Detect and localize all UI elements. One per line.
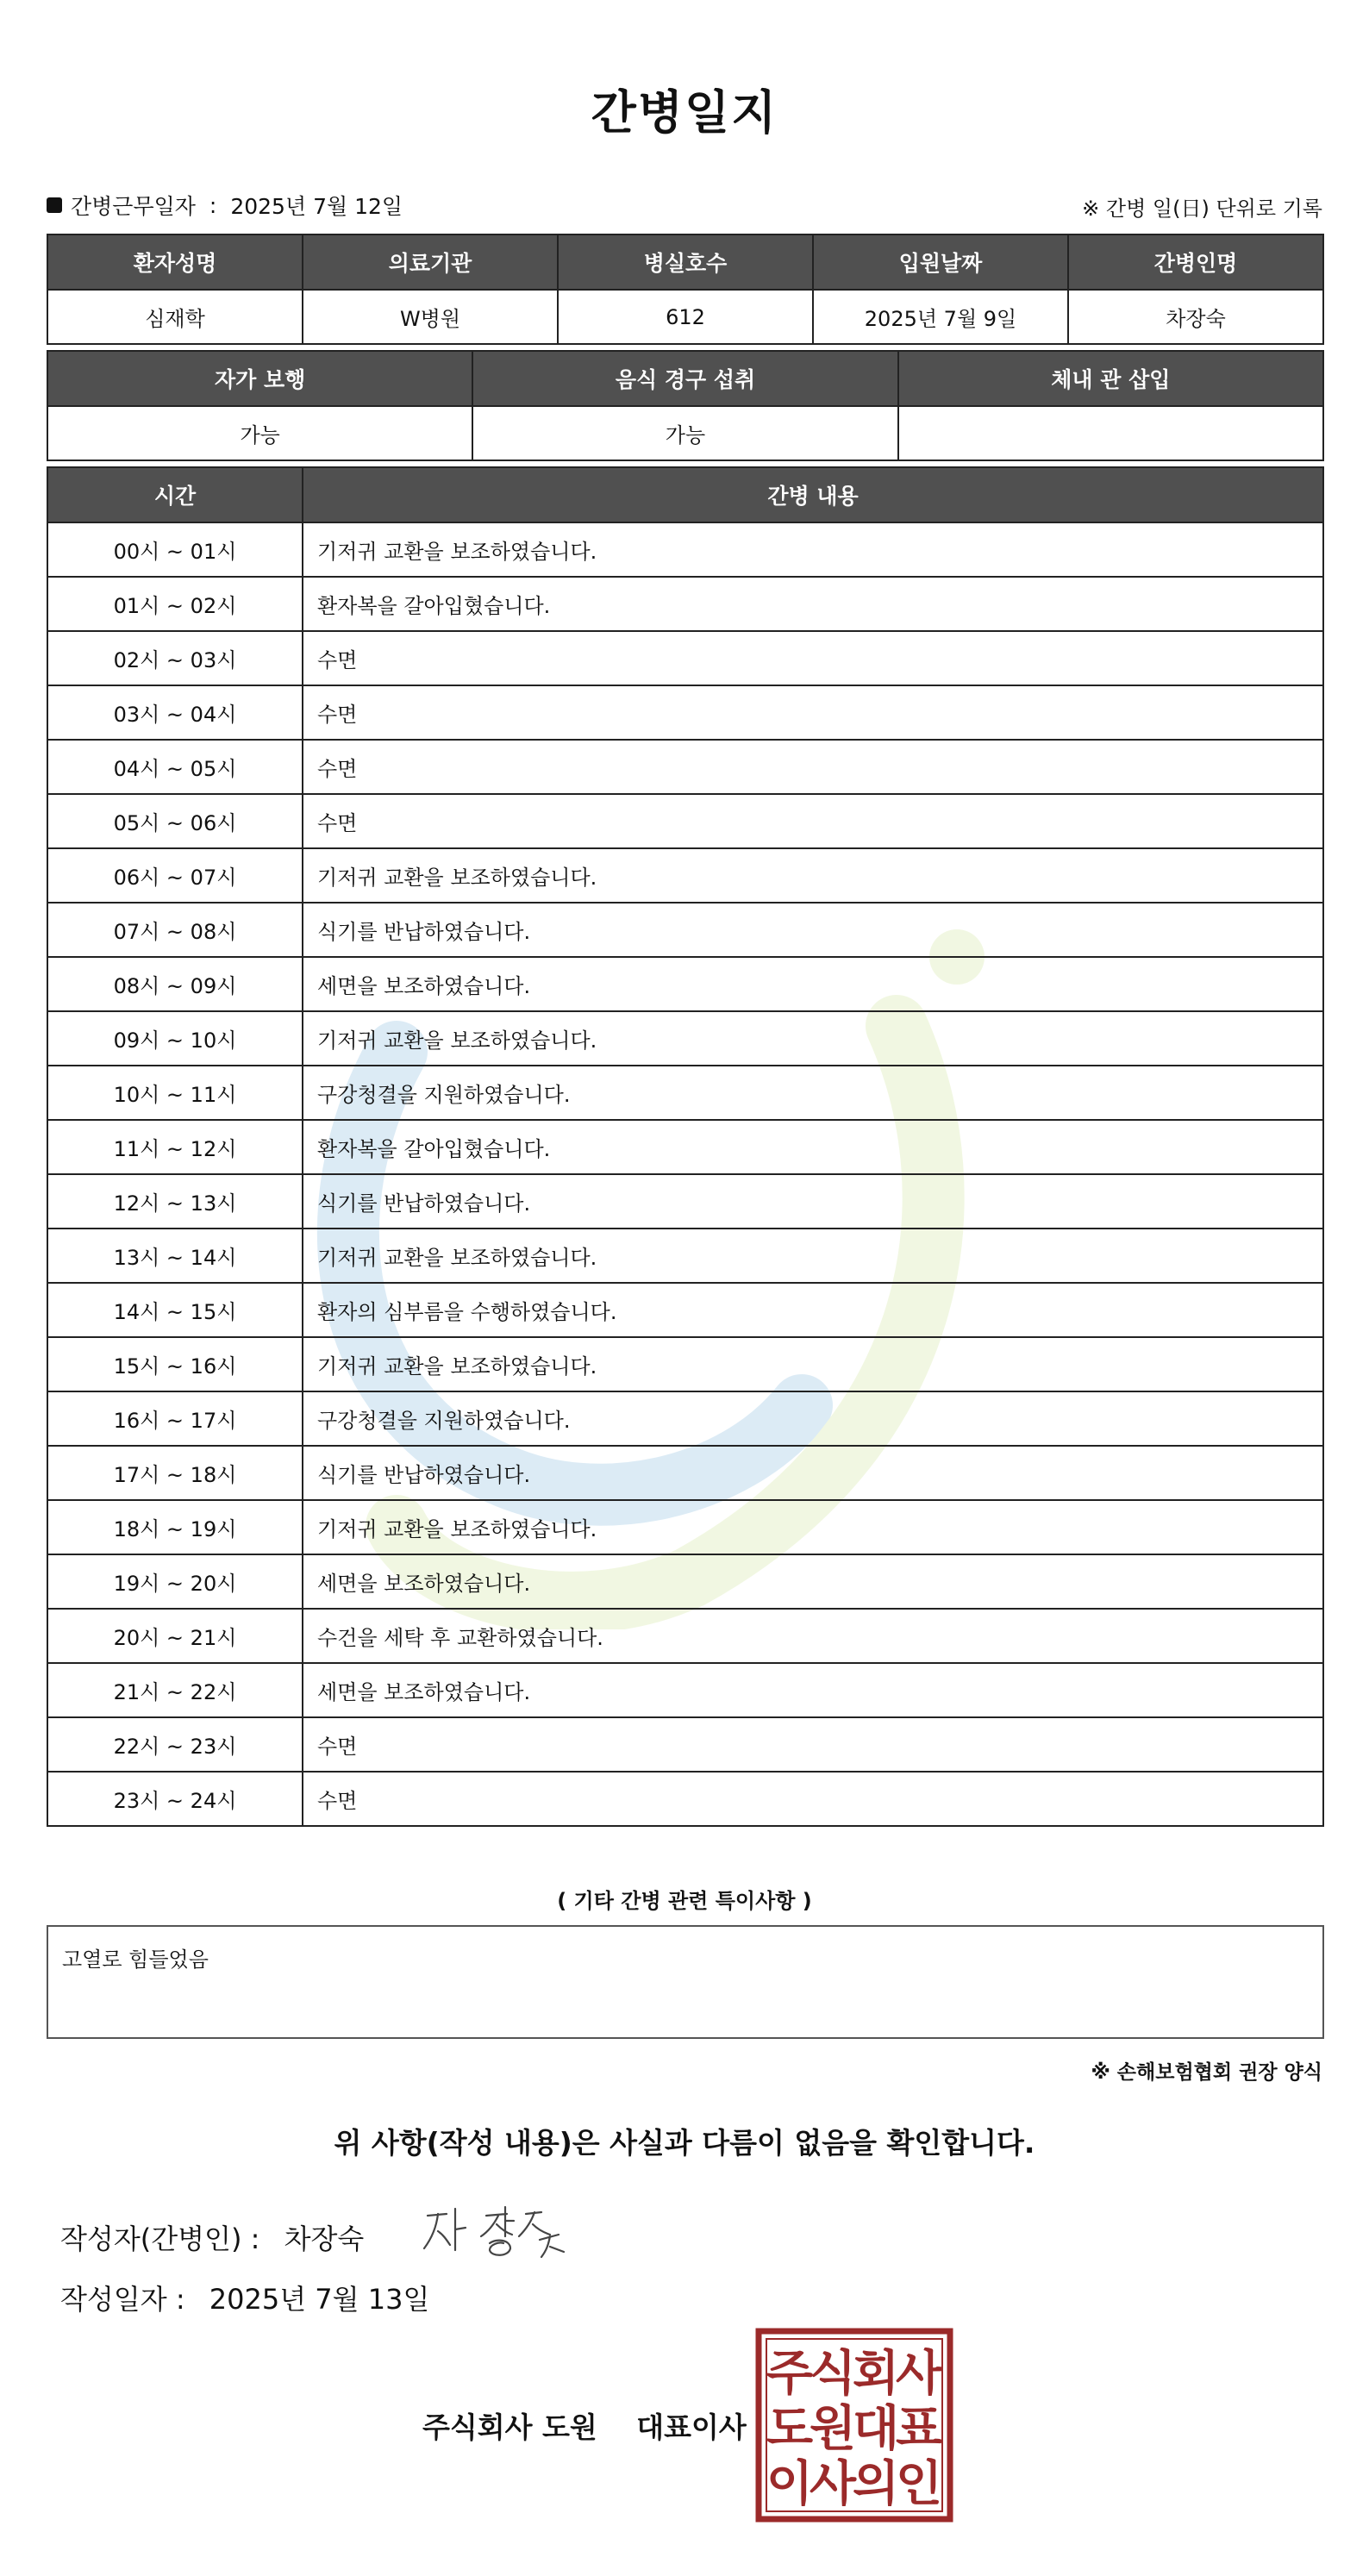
care-log-header-row: [47, 467, 1323, 522]
form-note: ※ 손해보험협회 권장 양식: [1091, 2061, 1322, 2084]
log-content: 환자의 심부름을 수행하였습니다.: [303, 1283, 1323, 1337]
header-time: 시간: [47, 467, 303, 522]
log-content: 구강청결을 지원하였습니다.: [303, 1066, 1323, 1120]
table-row: [47, 794, 1323, 848]
table-row: [47, 1066, 1323, 1120]
table-row: [47, 1772, 1323, 1826]
bullet-square-icon: [47, 197, 62, 213]
table-row: [47, 1174, 1323, 1229]
company-title: 대표이사: [636, 2410, 747, 2444]
log-time: 18시 ~ 19시: [47, 1500, 303, 1554]
log-content: 세면을 보조하였습니다.: [303, 1554, 1323, 1609]
seal-character: 의: [852, 2456, 900, 2512]
table-row: [47, 1337, 1323, 1391]
table-row: [47, 577, 1323, 631]
work-date-label: 간병근무일자: [71, 194, 196, 219]
company-name: 주식회사 도원: [422, 2410, 597, 2444]
log-time: 21시 ~ 22시: [47, 1663, 303, 1717]
log-time: 19시 ~ 20시: [47, 1554, 303, 1609]
table-row: [47, 1500, 1323, 1554]
patient-status-header-row: [47, 351, 1323, 406]
log-content: 기저귀 교환을 보조하였습니다.: [303, 1229, 1323, 1283]
write-date-line: [60, 2278, 429, 2317]
seal-character: 주: [766, 2346, 814, 2402]
log-content: 환자복을 갈아입혔습니다.: [303, 577, 1323, 631]
seal-character: 이: [766, 2456, 814, 2512]
log-content: 수면: [303, 685, 1323, 740]
log-content: 기저귀 교환을 보조하였습니다.: [303, 1337, 1323, 1391]
log-time: 03시 ~ 04시: [47, 685, 303, 740]
header-self-walking: 자가 보행: [47, 351, 472, 406]
admission-date: 2025년 7월 9일: [813, 290, 1068, 344]
table-row: [47, 1229, 1323, 1283]
table-row: [47, 957, 1323, 1011]
confirmation-statement: 위 사항(작성 내용)은 사실과 다름이 없음을 확인합니다.: [334, 2126, 1035, 2160]
header-patient-name: 환자성명: [47, 234, 303, 290]
header-oral-intake: 음식 경구 섭취: [472, 351, 897, 406]
log-content: 수건을 세탁 후 교환하였습니다.: [303, 1609, 1323, 1663]
table-row: [47, 903, 1323, 957]
log-time: 05시 ~ 06시: [47, 794, 303, 848]
log-time: 15시 ~ 16시: [47, 1337, 303, 1391]
patient-status-value-row: [47, 406, 1323, 460]
log-content: 기저귀 교환을 보조하였습니다.: [303, 848, 1323, 903]
log-content: 세면을 보조하였습니다.: [303, 1663, 1323, 1717]
patient-name: 심재학: [47, 290, 303, 344]
patient-info-table: [47, 234, 1324, 345]
log-content: 수면: [303, 1772, 1323, 1826]
log-time: 07시 ~ 08시: [47, 903, 303, 957]
log-content: 식기를 반납하였습니다.: [303, 903, 1323, 957]
table-row: [47, 1446, 1323, 1500]
care-log-body: [47, 522, 1323, 1826]
log-time: 12시 ~ 13시: [47, 1174, 303, 1229]
notes-box: [47, 1925, 1324, 2039]
table-row: [47, 848, 1323, 903]
seal-character: 사: [895, 2346, 943, 2402]
log-content: 기저귀 교환을 보조하였습니다.: [303, 1500, 1323, 1554]
writer-label: 작성자(간병인) :: [60, 2223, 260, 2255]
log-time: 16시 ~ 17시: [47, 1391, 303, 1446]
seal-character: 회: [852, 2346, 900, 2402]
log-content: 세면을 보조하였습니다.: [303, 957, 1323, 1011]
care-log-table: [47, 466, 1324, 1827]
log-time: 22시 ~ 23시: [47, 1717, 303, 1772]
log-content: 수면: [303, 1717, 1323, 1772]
write-date-label: 작성일자 :: [60, 2283, 185, 2316]
seal-character: 원: [809, 2401, 857, 2457]
log-content: 환자복을 갈아입혔습니다.: [303, 1120, 1323, 1174]
oral-intake-value: 가능: [472, 406, 897, 460]
log-time: 06시 ~ 07시: [47, 848, 303, 903]
table-row: [47, 522, 1323, 577]
header-care-content: 간병 내용: [303, 467, 1323, 522]
company-line: [422, 2405, 747, 2446]
writer-line: [60, 2217, 364, 2257]
seal-character: 사: [809, 2456, 857, 2512]
seal-character: 도: [766, 2401, 814, 2457]
table-row: [47, 1283, 1323, 1337]
patient-info-header-row: [47, 234, 1323, 290]
notes-heading: ( 기타 간병 관련 특이사항 ): [557, 1889, 812, 1913]
handwritten-signature: [421, 2197, 584, 2266]
header-hospital: 의료기관: [303, 234, 558, 290]
header-tube-insertion: 체내 관 삽입: [898, 351, 1323, 406]
seal-characters: [766, 2346, 943, 2512]
patient-info-value-row: [47, 290, 1323, 344]
header-admission-date: 입원날짜: [813, 234, 1068, 290]
table-row: [47, 685, 1323, 740]
patient-status-table: [47, 350, 1324, 461]
notes-text: 고열로 힘들었음: [62, 1948, 209, 1972]
room-number: 612: [558, 290, 813, 344]
self-walking-value: 가능: [47, 406, 472, 460]
log-time: 09시 ~ 10시: [47, 1011, 303, 1066]
caregiver-name: 차장숙: [1068, 290, 1323, 344]
table-row: [47, 1120, 1323, 1174]
tube-insertion-value: [898, 406, 1323, 460]
table-row: [47, 1609, 1323, 1663]
write-date-value: 2025년 7월 13일: [209, 2283, 430, 2316]
log-time: 11시 ~ 12시: [47, 1120, 303, 1174]
writer-name: 차장숙: [284, 2223, 365, 2255]
log-time: 13시 ~ 14시: [47, 1229, 303, 1283]
log-content: 수면: [303, 794, 1323, 848]
seal-character: 식: [809, 2346, 857, 2402]
hospital-name: W병원: [303, 290, 558, 344]
seal-character: 대: [852, 2401, 900, 2457]
log-content: 수면: [303, 631, 1323, 685]
log-time: 01시 ~ 02시: [47, 577, 303, 631]
log-time: 02시 ~ 03시: [47, 631, 303, 685]
log-time: 08시 ~ 09시: [47, 957, 303, 1011]
table-row: [47, 1663, 1323, 1717]
seal-character: 인: [895, 2456, 943, 2512]
log-time: 17시 ~ 18시: [47, 1446, 303, 1500]
page-title: 간병일지: [591, 85, 778, 140]
log-time: 10시 ~ 11시: [47, 1066, 303, 1120]
work-date-value: 2025년 7월 12일: [230, 194, 403, 219]
log-time: 04시 ~ 05시: [47, 740, 303, 794]
seal-character: 표: [895, 2401, 943, 2457]
company-seal: [755, 2328, 953, 2523]
table-row: [47, 740, 1323, 794]
header-room: 병실호수: [558, 234, 813, 290]
log-time: 14시 ~ 15시: [47, 1283, 303, 1337]
work-date-separator: :: [209, 192, 217, 218]
log-time: 23시 ~ 24시: [47, 1772, 303, 1826]
work-date: [47, 190, 403, 221]
table-row: [47, 1554, 1323, 1609]
log-content: 구강청결을 지원하였습니다.: [303, 1391, 1323, 1446]
unit-note: ※ 간병 일(日) 단위로 기록: [1082, 197, 1322, 221]
table-row: [47, 1391, 1323, 1446]
header-caregiver: 간병인명: [1068, 234, 1323, 290]
log-time: 20시 ~ 21시: [47, 1609, 303, 1663]
log-time: 00시 ~ 01시: [47, 522, 303, 577]
log-content: 기저귀 교환을 보조하였습니다.: [303, 1011, 1323, 1066]
table-row: [47, 631, 1323, 685]
table-row: [47, 1011, 1323, 1066]
log-content: 식기를 반납하였습니다.: [303, 1174, 1323, 1229]
log-content: 식기를 반납하였습니다.: [303, 1446, 1323, 1500]
table-row: [47, 1717, 1323, 1772]
log-content: 수면: [303, 740, 1323, 794]
log-content: 기저귀 교환을 보조하였습니다.: [303, 522, 1323, 577]
